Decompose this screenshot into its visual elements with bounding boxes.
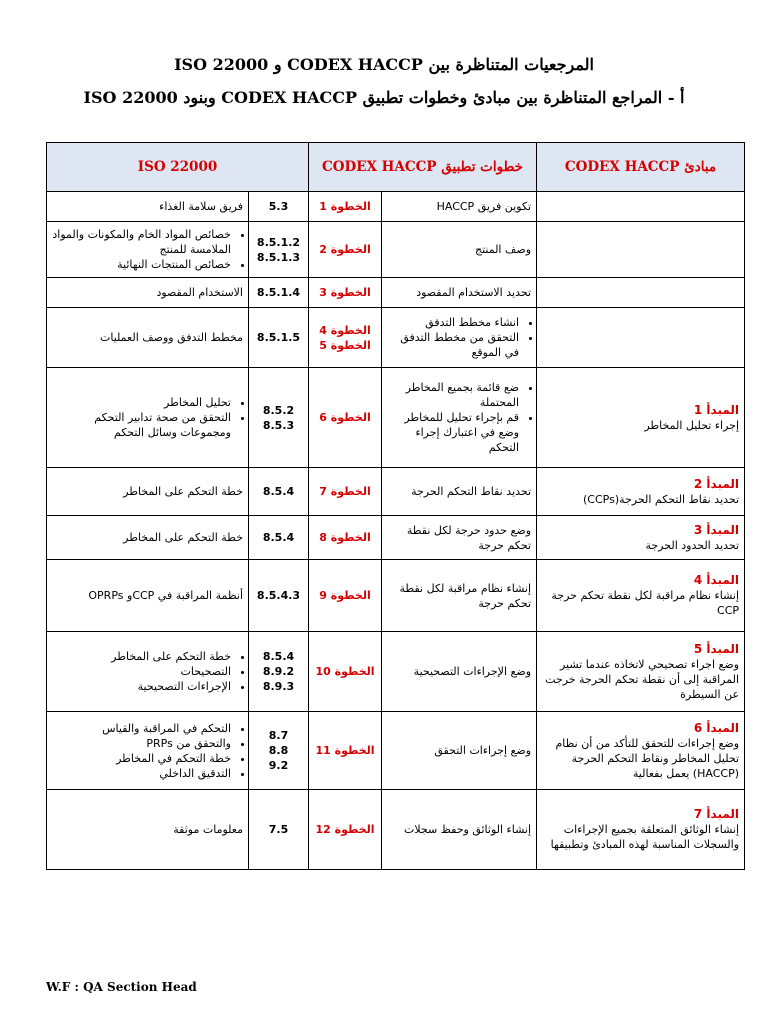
step-number: الخطوة 9 (319, 589, 371, 602)
step-text: وضع إجراءات التحقق (434, 744, 532, 757)
step-number-cell (309, 560, 382, 632)
iso-list (52, 395, 243, 440)
principle-cell (537, 468, 745, 516)
iso-text: أنظمة المراقبة في CCPو OPRPs (88, 589, 243, 602)
table-row (47, 368, 745, 468)
principle-cell (537, 790, 745, 870)
iso-cell (47, 632, 249, 712)
step-number-cell (309, 222, 382, 278)
step-number-cell (309, 278, 382, 308)
step-number: الخطوة 5 (319, 338, 371, 352)
iso-text: فريق سلامة الغذاء (159, 200, 243, 213)
header-iso: ISO 22000 (47, 143, 309, 192)
step-text: تحديد نقاط التحكم الحرجة (411, 485, 532, 498)
clause-cell (249, 308, 309, 368)
principle-cell (537, 222, 745, 278)
clause-number: 8.9.3 (262, 680, 295, 693)
iso-cell (47, 308, 249, 368)
footer-signature: W.F : QA Section Head (46, 980, 197, 994)
table-header-row (47, 143, 745, 192)
step-text: وصف المنتج (474, 243, 532, 256)
iso-list-item: • التحقق من صحة تدابير التحكم ومجموعات وسائل التحكم (52, 410, 231, 440)
iso-cell (47, 790, 249, 870)
step-number: الخطوة 8 (319, 531, 371, 544)
step-cell (382, 790, 537, 870)
principle-cell (537, 368, 745, 468)
clause-cell (249, 560, 309, 632)
clause-cell (249, 368, 309, 468)
step-text: تكوين فريق HACCP (436, 200, 532, 213)
step-number: الخطوة 4 (319, 323, 371, 337)
iso-list-item: • التصحيحات (52, 664, 231, 679)
step-number-cell (309, 516, 382, 560)
step-cell (382, 516, 537, 560)
principle-cell (537, 192, 745, 222)
step-number: الخطوة 1 (319, 200, 371, 213)
iso-cell (47, 192, 249, 222)
step-cell (382, 632, 537, 712)
principle-text: وضع اجراء تصحيحي لاتخاذه عندما تشير المراقبة إلى أن نقطة تحكم الحرجة خرجت عن السيطرة (545, 657, 740, 701)
principle-cell (537, 632, 745, 712)
step-cell (382, 192, 537, 222)
iso-list-item: • خطة التحكم في المخاطر (52, 751, 231, 766)
principle-text: وضع إجراءات للتحقق للتأكد من أن نظام تحليل المخاطر ونقاط التحكم الحرجة (HACCP) يعمل بفعالية (555, 736, 740, 780)
reference-table (46, 142, 745, 870)
iso-text: معلومات موثقة (173, 823, 243, 836)
principle-text: إجراء تحليل المخاطر (644, 418, 740, 432)
iso-text: مخطط التدفق ووصف العمليات (100, 331, 243, 344)
clause-cell (249, 790, 309, 870)
step-number: الخطوة 6 (319, 411, 371, 424)
principle-text: تحديد نقاط التحكم الحرجة(CCPs) (582, 492, 740, 506)
principle-number: المبدأ 4 (693, 573, 740, 587)
principle-number: المبدأ 1 (693, 402, 740, 417)
header-steps: خطوات تطبيق CODEX HACCP (309, 143, 537, 192)
step-text: تحديد الاستخدام المقصود (416, 286, 532, 299)
step-cell (382, 368, 537, 468)
principle-number: المبدأ 3 (693, 522, 740, 537)
clause-cell (249, 222, 309, 278)
principle-number: المبدأ 7 (693, 807, 740, 821)
clause-number: 8.8 (268, 744, 289, 757)
step-number: الخطوة 12 (315, 823, 375, 836)
table-row (47, 712, 745, 790)
table-row (47, 632, 745, 712)
step-number: الخطوة 3 (319, 286, 371, 299)
clause-cell (249, 632, 309, 712)
table-row (47, 278, 745, 308)
iso-list-item: • التدقيق الداخلي (52, 766, 231, 781)
step-cell (382, 468, 537, 516)
step-text: وضع حدود حرجة لكل نقطة تحكم حرجة (406, 523, 532, 552)
iso-list-item: • خصائص المنتجات النهائية (52, 257, 231, 272)
step-list-item: • انشاء مخطط التدفق (387, 315, 519, 330)
principle-text: تحديد الحدود الحرجة (645, 538, 740, 552)
step-number: الخطوة 11 (315, 744, 375, 757)
clause-number: 8.5.1.5 (256, 331, 301, 344)
step-cell (382, 308, 537, 368)
step-list (387, 380, 531, 455)
clause-number: 5.3 (268, 200, 289, 213)
step-text: إنشاء نظام مراقبة لكل نقطة تحكم حرجة (399, 581, 532, 610)
clause-number: 8.5.4.3 (256, 589, 301, 602)
iso-list (52, 227, 243, 272)
clause-number: 8.5.1.4 (256, 286, 301, 299)
principle-cell (537, 712, 745, 790)
step-number: الخطوة 10 (315, 665, 375, 678)
principle-cell (537, 278, 745, 308)
principle-number: المبدأ 6 (693, 720, 740, 735)
iso-list-item: • خصائص المواد الخام والمكونات والمواد الملامسة للمنتج (52, 227, 231, 257)
step-number-cell (309, 192, 382, 222)
iso-list-item: • الإجراءات التصحيحية (52, 679, 231, 694)
clause-number: 7.5 (268, 823, 289, 836)
step-cell (382, 712, 537, 790)
clause-cell (249, 712, 309, 790)
step-text: وضع الإجراءات التصحيحية (413, 665, 532, 678)
step-list-item: • ضع قائمة بجميع المخاطر المحتملة (387, 380, 519, 410)
clause-cell (249, 192, 309, 222)
table-row (47, 790, 745, 870)
iso-list (52, 721, 243, 781)
iso-cell (47, 368, 249, 468)
iso-text: الاستخدام المقصود (156, 286, 243, 299)
step-number-cell (309, 632, 382, 712)
iso-list-item: • والتحقق من PRPs (52, 736, 231, 751)
clause-number: 8.5.4 (262, 650, 295, 663)
principle-cell (537, 560, 745, 632)
iso-list-item: • تحليل المخاطر (52, 395, 231, 410)
clause-number: 8.9.2 (262, 665, 295, 678)
step-cell (382, 222, 537, 278)
iso-text: خطة التحكم على المخاطر (123, 485, 243, 498)
principle-number: المبدأ 2 (693, 476, 740, 491)
clause-cell (249, 468, 309, 516)
iso-cell (47, 516, 249, 560)
step-number: الخطوة 7 (319, 485, 371, 498)
principle-cell (537, 516, 745, 560)
header-principles: مبادئ CODEX HACCP (537, 143, 745, 192)
table-row (47, 222, 745, 278)
step-number-cell (309, 712, 382, 790)
iso-cell (47, 712, 249, 790)
iso-list-item: • التحكم في المراقبة والقياس (52, 721, 231, 736)
iso-text: خطة التحكم على المخاطر (123, 531, 243, 544)
table-row (47, 192, 745, 222)
clause-number: 8.5.4 (262, 485, 295, 498)
step-number: الخطوة 2 (319, 243, 371, 256)
table-row (47, 468, 745, 516)
step-cell (382, 278, 537, 308)
step-number-cell (309, 368, 382, 468)
clause-number: 8.5.1.3 (256, 250, 301, 264)
table-row (47, 516, 745, 560)
clause-number: 9.2 (268, 759, 289, 772)
iso-list-item: • خطة التحكم على المخاطر (52, 649, 231, 664)
clause-number: 8.7 (268, 729, 289, 742)
document-subtitle: أ - المراجع المتناظرة بين مبادئ وخطوات تطبيق CODEX HACCP وبنود ISO 22000 (83, 88, 685, 107)
principle-cell (537, 308, 745, 368)
step-text: إنشاء الوثائق وحفظ سجلات (403, 823, 532, 836)
step-number-cell (309, 790, 382, 870)
clause-number: 8.5.1.2 (256, 235, 301, 249)
step-number-cell (309, 308, 382, 368)
step-list (387, 315, 531, 360)
iso-cell (47, 468, 249, 516)
principle-text: إنشاء الوثائق المتعلقة بجميع الإجراءات والسجلات المناسبة لهذه المبادئ وتطبيقها (550, 823, 740, 851)
step-cell (382, 560, 537, 632)
table-row (47, 560, 745, 632)
clause-number: 8.5.4 (262, 531, 295, 544)
principle-text: إنشاء نظام مراقبة لكل نقطة تحكم حرجة CCP (551, 589, 740, 617)
step-list-item: • قم بإجراء تحليل للمخاطر وضع في اعتبارك إجراء التحكم (387, 410, 519, 455)
step-number-cell (309, 468, 382, 516)
table-row (47, 308, 745, 368)
clause-number: 8.5.3 (262, 418, 295, 432)
clause-cell (249, 278, 309, 308)
principle-number: المبدأ 5 (693, 641, 740, 656)
iso-cell (47, 278, 249, 308)
iso-list (52, 649, 243, 694)
clause-cell (249, 516, 309, 560)
iso-cell (47, 560, 249, 632)
step-list-item: • التحقق من مخطط التدفق في الموقع (387, 330, 519, 360)
document-title: المرجعيات المتناظرة بين CODEX HACCP و ISO 22000 (174, 55, 594, 74)
iso-cell (47, 222, 249, 278)
clause-number: 8.5.2 (262, 403, 295, 417)
